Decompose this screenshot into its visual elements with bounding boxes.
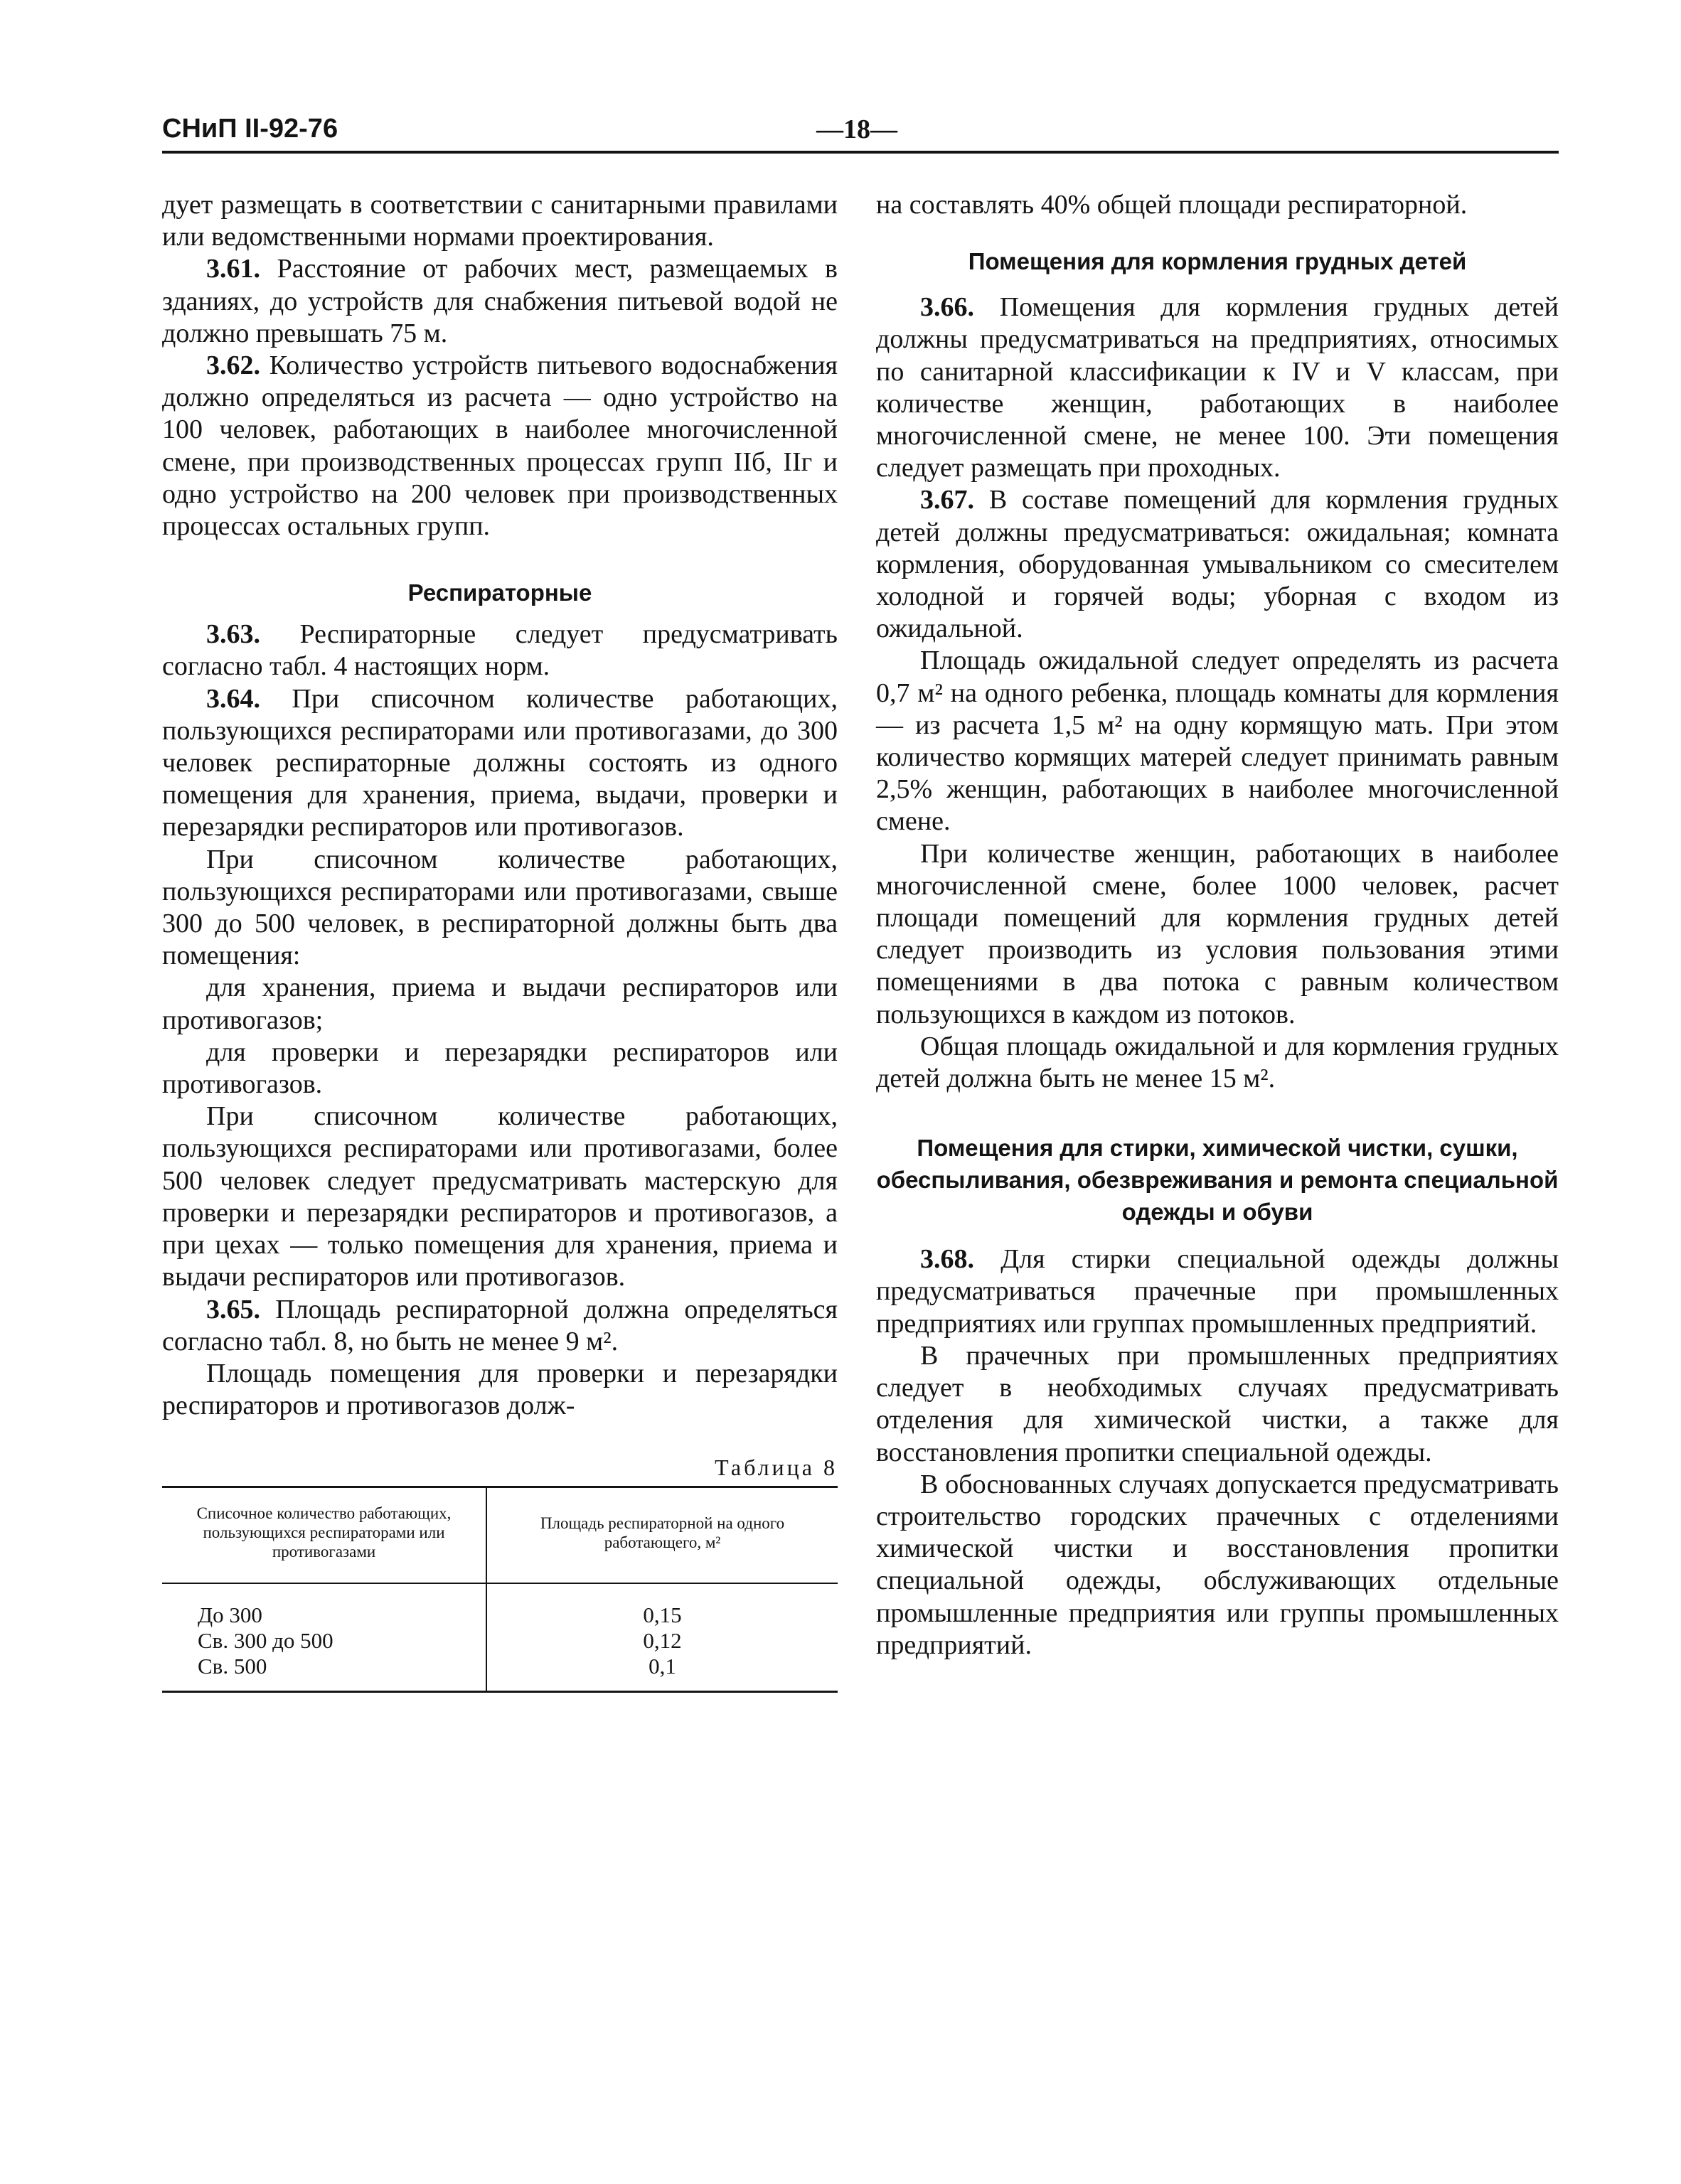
- paragraph: Площадь помещения для проверки и перезарядки респираторов и противогазов долж-: [162, 1358, 838, 1421]
- section-heading-infant-feeding: Помещения для кормления грудных детей: [968, 248, 1467, 275]
- clause-3-64: [162, 683, 838, 844]
- paragraph: дует размещать в соответствии с санитарными правилами или ведомственными нормами проектирования.: [162, 190, 838, 252]
- paragraph: на составлять 40% общей площади респираторной.: [876, 190, 1468, 220]
- paragraph: В обоснованных случаях допускается предусматривать строительство городских прачечных с отделениями химической чистки и восстановления пропитки специальной одежды, обслуживающих отдельные промышленные предприятия или группы промышленных предприятий.: [876, 1469, 1559, 1660]
- area-value: 0,12: [643, 1628, 682, 1654]
- clause-text: Для стирки специальной одежды должны предусматриваться прачечные при промышленных предприятиях или группах промышленных предприятий.: [876, 1244, 1559, 1339]
- table-header-cell: Площадь респираторной на одного работающего, м²: [486, 1487, 838, 1584]
- clause-number: 3.62.: [206, 350, 260, 381]
- clause-number: 3.66.: [920, 292, 974, 323]
- paragraph: Общая площадь ожидальной и для кормления грудных детей должна быть не менее 15 м².: [876, 1031, 1559, 1094]
- clause-3-63: [162, 619, 838, 682]
- paragraph: При списочном количестве работающих, пользующихся респираторами или противогазами, свыше 300 до 500 человек, в респираторной должны быть два помещения:: [162, 844, 838, 971]
- paragraph: для хранения, приема и выдачи респираторов или противогазов;: [162, 973, 838, 1035]
- table-header-cell: Списочное количество работающих, пользующихся респираторами или противогазами: [162, 1487, 486, 1584]
- count-value: Св. 300 до 500: [198, 1628, 333, 1654]
- table-caption: Таблица 8: [715, 1455, 838, 1481]
- clause-text: При списочном количестве работающих, пользующихся респираторами или противогазами, до 300 человек респираторные должны состоять из одного помещения для хранения, приема, выдачи, проверки и перезарядки респираторов или противогазов.: [162, 683, 838, 842]
- clause-text: Респираторные следует предусматривать согласно табл. 4 настоящих норм.: [162, 619, 838, 682]
- clause-number: 3.61.: [206, 254, 260, 284]
- table-row: [162, 1583, 838, 1692]
- count-value: Св. 500: [198, 1654, 267, 1679]
- paragraph: При количестве женщин, работающих в наиболее многочисленной смене, более 1000 человек, расчет площади помещений для кормления грудных детей следует производить из условия пользования этими помещениями в два потока с равным количеством пользующихся в каждом из потоков.: [876, 838, 1559, 1029]
- clause-3-65: [162, 1294, 838, 1358]
- clause-text: Расстояние от рабочих мест, размещаемых в зданиях, до устройств для снабжения питьевой водой не должно превышать 75 м.: [162, 254, 838, 348]
- clause-number: 3.64.: [206, 683, 260, 714]
- table-8: [162, 1486, 838, 1693]
- clause-text: Помещения для кормления грудных детей должны предусматриваться на предприятиях, относимых по санитарной классификации к IV и V классам, при количестве женщин, работающих в наиболее многочисленной смене, не менее 100. Эти помещения следует размещать при проходных.: [876, 292, 1559, 483]
- clause-number: 3.65.: [206, 1294, 260, 1324]
- paragraph: При списочном количестве работающих, пользующихся респираторами или противогазами, более 500 человек следует предусматривать мастерскую для проверки и перезарядки респираторов и противогазов, а при цехах — только помещения для хранения, приема и выдачи респираторов или противогазов.: [162, 1101, 838, 1292]
- paragraph: В прачечных при промышленных предприятиях следует в необходимых случаях предусматривать отделения для химической чистки, а также для восстановления пропитки специальной одежды.: [876, 1340, 1559, 1467]
- section-heading-laundry: Помещения для стирки, химической чистки, сушки, обеспыливания, обезвреживания и ремонта специальной одежды и обуви: [876, 1135, 1559, 1226]
- clause-3-68: [876, 1243, 1559, 1340]
- clause-3-67: [876, 484, 1559, 645]
- clause-3-66: [876, 291, 1559, 484]
- section-heading-respirators: Респираторные: [407, 579, 592, 606]
- area-value: 0,15: [643, 1602, 682, 1628]
- clause-number: 3.67.: [920, 485, 974, 515]
- clause-text: Площадь респираторной должна определяться согласно табл. 8, но быть не менее 9 м².: [162, 1294, 838, 1356]
- paragraph: для проверки и перезарядки респираторов или противогазов.: [162, 1037, 838, 1100]
- right-column: [876, 189, 1559, 1661]
- document-code: СНиП II-92-76: [162, 114, 338, 144]
- clause-text: В составе помещений для кормления грудных детей должны предусматриваться: ожидальная; комната кормления, оборудованная умывальником со смесителем холодной и горячей воды; уборная с входом из ожидальной.: [876, 485, 1559, 644]
- page-number: —18—: [816, 114, 897, 144]
- count-value: До 300: [198, 1602, 262, 1628]
- clause-text: Количество устройств питьевого водоснабжения должно определяться из расчета — одно устройство на 100 человек, работающих в наиболее многочисленной смене, при производственных процессах групп IIб, IIг и одно устройство на 200 человек при производственных процессах остальных групп.: [162, 350, 838, 542]
- area-value: 0,1: [649, 1654, 676, 1679]
- table-cell-area: [486, 1583, 838, 1692]
- left-column: [162, 189, 838, 1693]
- clause-3-62: [162, 350, 838, 542]
- header-rule: [162, 151, 1559, 154]
- clause-3-61: [162, 253, 838, 350]
- table-cell-count: [162, 1583, 486, 1692]
- clause-number: 3.68.: [920, 1244, 974, 1275]
- clause-number: 3.63.: [206, 619, 260, 650]
- page-header: [162, 114, 1559, 155]
- table-header-row: [162, 1487, 838, 1584]
- paragraph: Площадь ожидальной следует определять из расчета 0,7 м² на одного ребенка, площадь комнаты для кормления — из расчета 1,5 м² на одну кормящую мать. При этом количество кормящих матерей следует принимать равным 2,5% женщин, работающих в наиболее многочисленной смене.: [876, 646, 1559, 837]
